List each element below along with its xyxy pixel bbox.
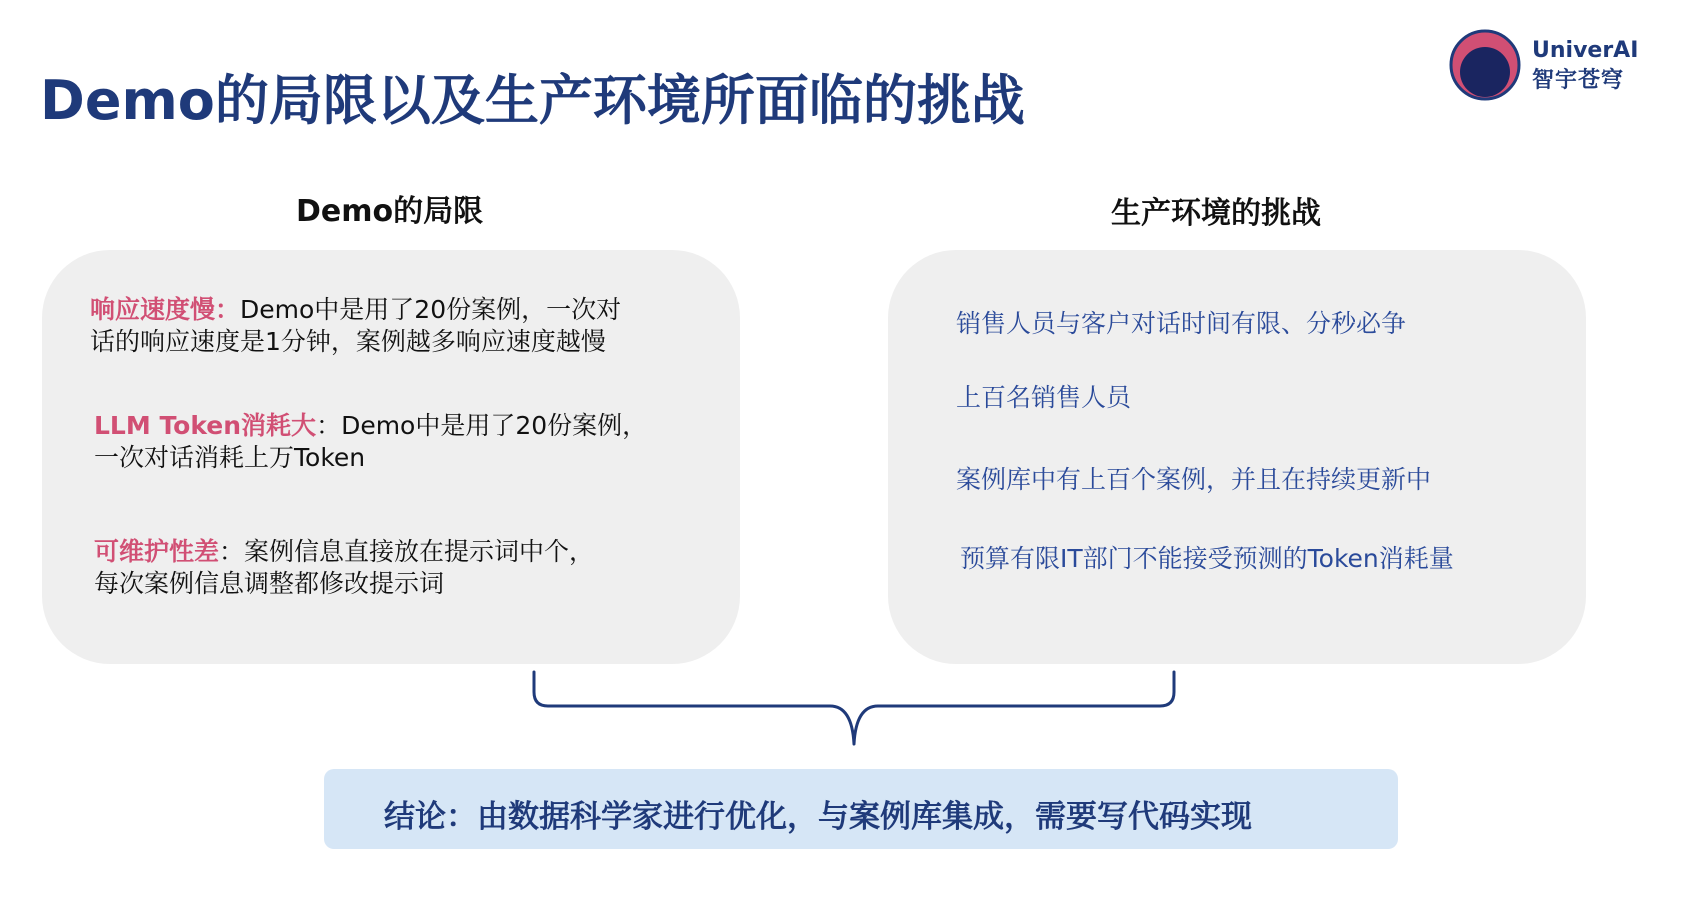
limit-item-label: 可维护性差 <box>94 537 220 566</box>
slide-title: Demo的局限以及生产环境所面临的挑战 <box>40 69 1025 132</box>
limit-item-maintainability <box>94 536 694 600</box>
limit-item-text: 每次案例信息调整都修改提示词 <box>94 569 445 598</box>
logo-text-zh: 智宇苍穹 <box>1532 68 1625 93</box>
challenge-item: 案例库中有上百个案例，并且在持续更新中 <box>956 465 1432 494</box>
logo-text-en: UniverAI <box>1532 38 1639 63</box>
conclusion-text: 结论：由数据科学家进行优化，与案例库集成，需要写代码实现 <box>384 799 1252 835</box>
logo-wordmark <box>1532 36 1638 96</box>
challenge-item: 预算有限IT部门不能接受预测的Token消耗量 <box>960 544 1454 573</box>
limit-item-label: LLM Token消耗大 <box>94 411 317 440</box>
production-challenges-heading: 生产环境的挑战 <box>1111 196 1321 231</box>
limit-item-text: 话的响应速度是1分钟，案例越多响应速度越慢 <box>90 327 606 356</box>
limit-item-token-usage <box>94 410 694 474</box>
conclusion-box <box>324 769 1398 849</box>
challenge-item: 销售人员与客户对话时间有限、分秒必争 <box>956 309 1407 338</box>
demo-limits-heading: Demo的局限 <box>296 194 484 229</box>
limit-item-text: 一次对话消耗上万Token <box>94 443 366 472</box>
merge-brace <box>530 670 1178 746</box>
limit-item-text: Demo中是用了20份案例，一次对 <box>240 295 622 324</box>
univerai-logo <box>1448 28 1678 108</box>
limit-item-label: 响应速度慢： <box>90 295 241 324</box>
limit-item-text: ：案例信息直接放在提示词中个， <box>219 537 595 566</box>
limit-item-text: ：Demo中是用了20份案例， <box>316 411 648 440</box>
limit-item-response-speed <box>90 294 690 358</box>
challenge-item: 上百名销售人员 <box>956 383 1132 412</box>
logo-mark-icon <box>1448 28 1522 102</box>
